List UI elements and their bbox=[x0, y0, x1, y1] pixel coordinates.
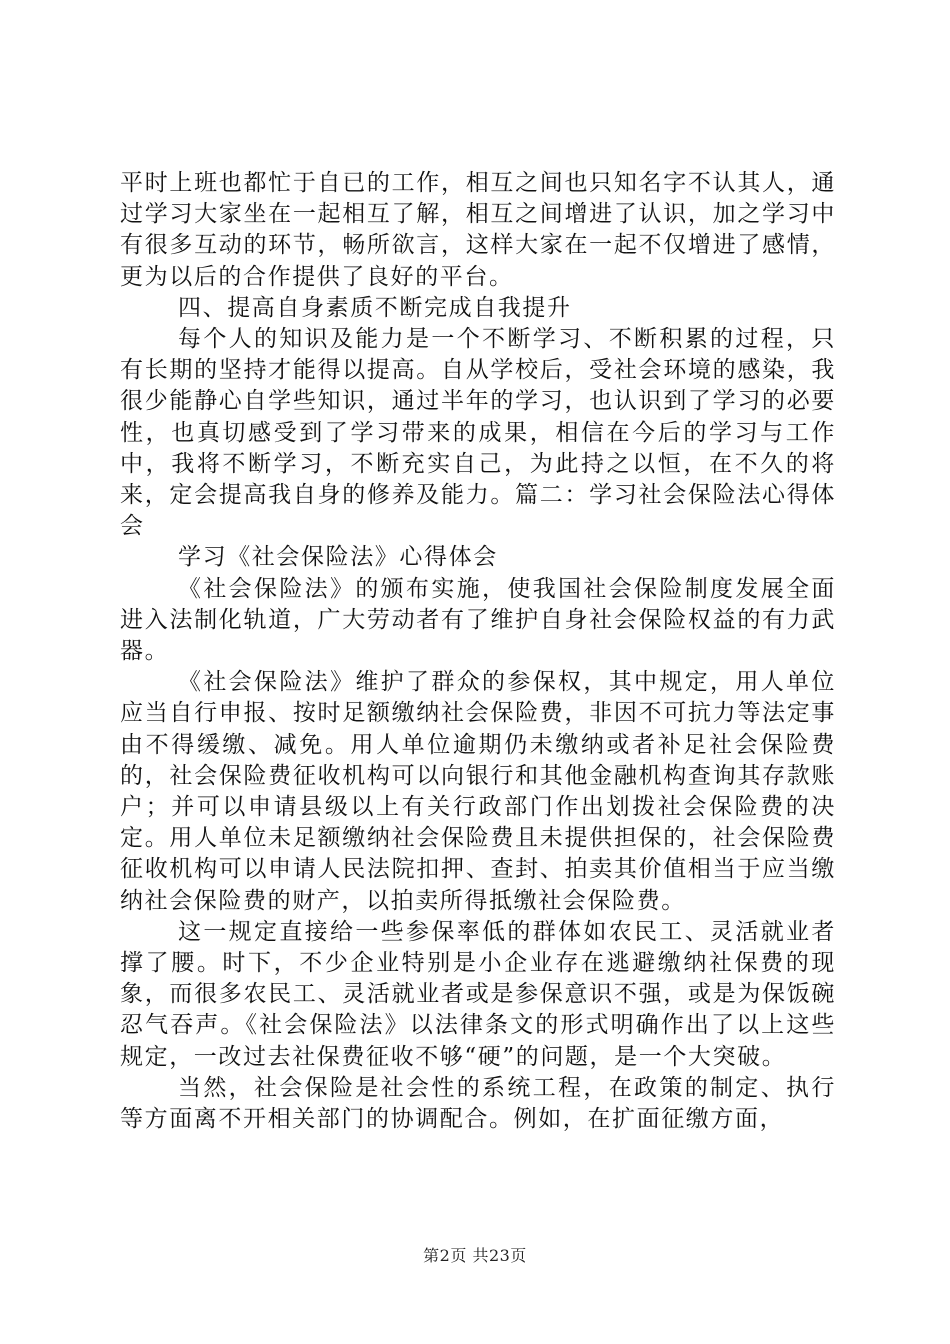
page-number-label: 第2页 共23页 bbox=[423, 1246, 527, 1265]
paragraph-continuation: 平时上班也都忙于自已的工作，相互之间也只知名字不认其人，通过学习大家坐在一起相互了解，相互之间增进了认识，加之学习中有很多互动的环节，畅所欲言，这样大家在一起不仅增进了感情，更为以后的合作提供了良好的平台。 bbox=[120, 170, 836, 290]
section-heading: 四、提高自身素质不断完成自我提升 bbox=[178, 294, 572, 321]
document-body bbox=[120, 168, 836, 1135]
article-title: 学习《社会保险法》心得体会 bbox=[178, 544, 498, 571]
page-footer bbox=[0, 1243, 950, 1266]
paragraph: 这一规定直接给一些参保率低的群体如农民工、灵活就业者撑了腰。时下，不少企业特别是小企业存在逃避缴纳社保费的现象，而很多农民工、灵活就业者或是参保意识不强，或是为保饭碗忍气吞声。《社会保险法》以法律条文的形式明确作出了以上这些规定，一改过去社保费征收不够“硬”的问题，是一个大突破。 bbox=[120, 918, 836, 1070]
paragraph: 当然，社会保险是社会性的系统工程，在政策的制定、执行等方面离不开相关部门的协调配合。例如，在扩面征缴方面， bbox=[120, 1074, 836, 1133]
paragraph: 《社会保险法》的颁布实施，使我国社会保险制度发展全面进入法制化轨道，广大劳动者有了维护自身社会保险权益的有力武器。 bbox=[120, 575, 836, 665]
paragraph: 《社会保险法》维护了群众的参保权，其中规定，用人单位应当自行申报、按时足额缴纳社会保险费，非因不可抗力等法定事由不得缓缴、减免。用人单位逾期仍未缴纳或者补足社会保险费的，社会保险费征收机构可以向银行和其他金融机构查询其存款账户；并可以申请县级以上有关行政部门作出划拨社会保险费的决定。用人单位未足额缴纳社会保险费且未提供担保的，社会保险费征收机构可以申请人民法院扣押、查封、拍卖其价值相当于应当缴纳社会保险费的财产，以拍卖所得抵缴社会保险费。 bbox=[120, 669, 836, 914]
paragraph: 每个人的知识及能力是一个不断学习、不断积累的过程，只有长期的坚持才能得以提高。自从学校后，受社会环境的感染，我很少能静心自学些知识，通过半年的学习，也认识到了学习的必要性，也真切感受到了学习带来的成果，相信在今后的学习与工作中，我将不断学习，不断充实自己，为此持之以恒，在不久的将来，定会提高我自身的修养及能力。篇二：学习社会保险法心得体会 bbox=[120, 326, 836, 540]
